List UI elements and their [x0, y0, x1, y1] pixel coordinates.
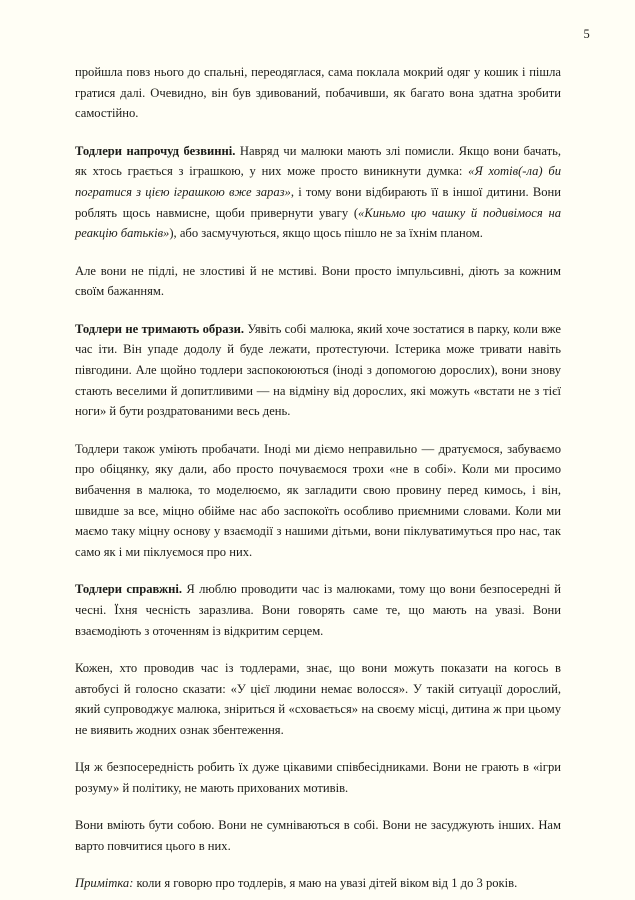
paragraph-forgiveness — [75, 439, 561, 563]
text-run: Я люблю проводити час із малюками, тому що вони безпосередні й чесні. Їхня чесність заразлива. Вони говорять саме те, що мають на увазі. Вони взаємодіють з оточенням із відкритим серцем. — [75, 582, 561, 638]
text-run: Уявіть собі малюка, який хоче зостатися в парку, коли вже час іти. Він упаде додолу й буде лежати, протестуючи. Істерика може тривати навіть півгодини. Але щойно тодлери заспокоюються (іноді з допомогою дорослих), вони знову стають веселими й допитливими — на відміну від дорослих, які можуть «встати не з тієї ноги» й бути роздратованими весь день. — [75, 321, 561, 419]
text-run: Ця ж безпосередність робить їх дуже цікавими співбесідниками. Вони не грають в «ігри розуму» й політику, не мають прихованих мотивів. — [75, 760, 561, 795]
quoted-italic: «Киньмо цю чашку й подивімося на реакцію батьків» — [75, 205, 561, 241]
text-run: Тодлери також уміють пробачати. Іноді ми діємо неправильно — дратуємося, забуваємо про обіцянку, яку дали, або просто почуваємося трохи «не в собі». Коли ми просимо вибачення в малюка, то моделюємо, як загладити свою провину перед кимось, і він, швидше за все, міцно обійме нас або заспокоїть особливо приємними словами. Коли ми маємо таку міцну основу у взаємодії з нашими дітьми, вони піклуватимуться про нас, так само як і ми піклуємося про них. — [75, 441, 561, 560]
paragraph-no-grudges — [75, 319, 561, 423]
text-run: Кожен, хто проводив час із тодлерами, знає, що вони можуть показати на когось в автобусі й голосно сказати: «У цієї людини немає волосся». У такій ситуації дорослий, який супроводжує малюка, зніриться й «сховається» на своєму місці, дитина ж при цьому не виявить жодних ознак збентеження. — [75, 660, 561, 737]
paragraph-toddlers-genuine — [75, 579, 561, 641]
quoted-italic: Примітка: — [75, 876, 134, 890]
page-number: 5 — [583, 27, 590, 41]
text-run: коли я говорю про тодлерів, я маю на увазі дітей віком від 1 до 3 років. — [133, 876, 518, 890]
paragraph-note — [75, 873, 561, 894]
paragraph-continuation — [75, 62, 561, 124]
lead-in-bold: Тодлери напрочуд безвинні. — [75, 143, 236, 158]
paragraph-toddlers-innocent — [75, 141, 561, 245]
text-run: Навряд чи малюки мають злі помисли. Якщо вони бачать, як хтось грається з іграшкою, у них може просто виникнути думка: — [75, 143, 561, 179]
lead-in-bold: Тодлери справжні. — [75, 582, 183, 597]
lead-in-bold: Тодлери не тримають образи. — [75, 321, 244, 336]
paragraph-interesting-interlocutors — [75, 757, 561, 798]
text-run: Але вони не підлі, не злостиві й не мстиві. Вони просто імпульсивні, діють за кожним своїм бажанням. — [75, 263, 561, 299]
paragraph-not-vindictive — [75, 261, 561, 302]
text-run: пройшла повз нього до спальні, переодяглася, сама поклала мокрий одяг у кошик і пішла гратися далі. Очевидно, він був здивований, побачивши, як багато вона здатна зробити самостійно. — [75, 65, 561, 121]
text-run: ), або засмучуються, якщо щось пішло не за їхнім планом. — [169, 226, 483, 241]
text-run: Вони вміють бути собою. Вони не сумніваються в собі. Вони не засуджують інших. Нам варто повчитися цього в них. — [75, 818, 561, 853]
quoted-italic: «Я хотів(-ла) би погратися з цією іграшкою вже зараз» — [75, 164, 561, 200]
text-run: , і тому вони відбирають її в іншої дитини. Вони роблять щось навмисне, щоби привернути увагу ( — [75, 185, 562, 220]
paragraph-bus-example — [75, 658, 561, 741]
page-body-text — [75, 62, 561, 894]
paragraph-being-themselves — [75, 815, 561, 856]
